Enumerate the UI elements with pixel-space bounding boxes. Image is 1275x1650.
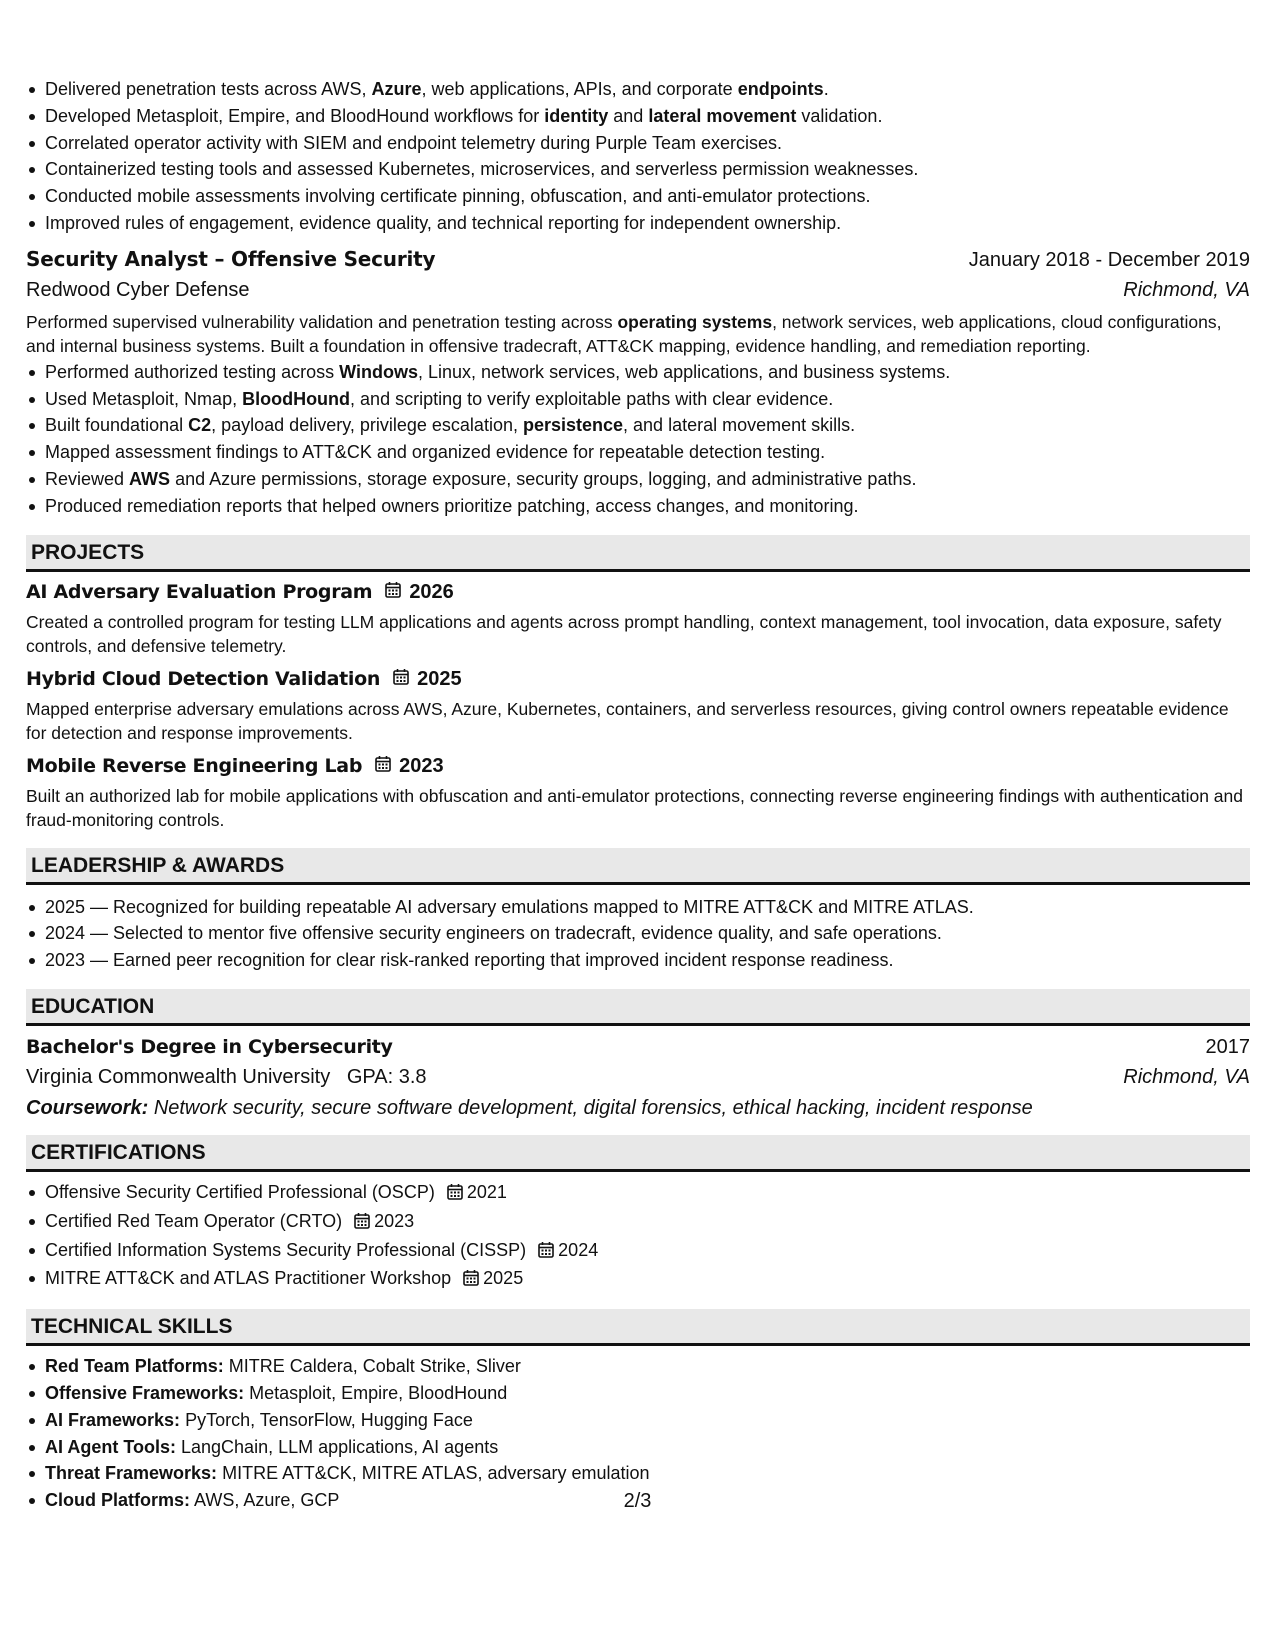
list-item <box>45 130 1250 157</box>
certification-name: Offensive Security Certified Professional (OSCP) <box>45 1181 435 1202</box>
skill-value: MITRE ATT&CK, MITRE ATLAS, adversary emulation <box>222 1463 650 1484</box>
project-title: Mobile Reverse Engineering Lab <box>26 754 363 777</box>
skill-value: MITRE Caldera, Cobalt Strike, Sliver <box>228 1356 521 1377</box>
list-item: 2024 — Selected to mentor five offensive security engineers on tradecraft, evidence quality, and safe operations. <box>45 920 1250 947</box>
list-item <box>45 439 1250 466</box>
list-item <box>45 466 1250 493</box>
emphasis-text: identity <box>544 105 609 126</box>
text-run: Improved rules of engagement, evidence quality, and technical reporting for independent ownership. <box>45 212 842 233</box>
list-item <box>45 493 1250 520</box>
skill-label: AI Frameworks: <box>45 1409 181 1430</box>
project-title: Hybrid Cloud Detection Validation <box>26 667 381 690</box>
degree-title: Bachelor's Degree in Cybersecurity <box>26 1035 393 1058</box>
certification-name: MITRE ATT&CK and ATLAS Practitioner Workshop <box>45 1268 452 1289</box>
emphasis-text: Azure <box>371 79 422 99</box>
graduation-year: 2017 <box>1205 1035 1250 1058</box>
education-subheader <box>26 1066 1250 1089</box>
list-item <box>45 1265 1250 1294</box>
emphasis-text: persistence <box>522 415 624 436</box>
coursework-label: Coursework: <box>26 1096 149 1119</box>
text-run: and <box>608 105 649 126</box>
project-year: 2026 <box>409 580 454 603</box>
text-run: Correlated operator activity with SIEM and endpoint telemetry during Purple Team exercises. <box>45 132 783 153</box>
text-run: , and scripting to verify exploitable paths with clear evidence. <box>350 388 834 409</box>
page-number: 2/3 <box>623 1490 652 1512</box>
skill-value: LangChain, LLM applications, AI agents <box>181 1436 499 1457</box>
project-title: AI Adversary Evaluation Program <box>26 580 373 603</box>
section-heading-education: EDUCATION <box>26 989 1250 1026</box>
gpa: GPA: 3.8 <box>346 1065 427 1088</box>
list-item <box>45 156 1250 183</box>
skill-label: Red Team Platforms: <box>45 1356 224 1377</box>
calendar-icon <box>463 1267 479 1294</box>
calendar-icon <box>385 581 401 604</box>
certification-name: Certified Red Team Operator (CRTO) <box>45 1210 343 1231</box>
skill-label: Offensive Frameworks: <box>45 1382 245 1403</box>
project-item <box>26 755 1250 833</box>
role-title: Security Analyst – Offensive Security <box>26 246 436 271</box>
list-item <box>45 1407 1250 1434</box>
emphasis-text: lateral movement <box>648 105 797 126</box>
text-run: Reviewed <box>45 468 130 489</box>
text-run: Developed Metasploit, Empire, and BloodHound workflows for <box>45 105 545 126</box>
list-item <box>45 386 1250 413</box>
leadership-list <box>26 894 1250 974</box>
emphasis-text: BloodHound <box>242 388 351 409</box>
role-company: Redwood Cyber Defense <box>26 278 250 301</box>
emphasis-text: C2 <box>188 415 212 436</box>
text-run: , network services, web applications, cloud configurations, and internal business systems. Built a foundation in offensive tradecraft, ATT&CK mapping, evidence handling, and remediation reporting. <box>26 311 1222 357</box>
section-heading-skills: TECHNICAL SKILLS <box>26 1309 1250 1346</box>
text-run: Performed supervised vulnerability validation and penetration testing across <box>26 311 618 332</box>
skill-label: Cloud Platforms: <box>45 1490 191 1511</box>
text-run: , web applications, APIs, and corporate <box>421 79 738 99</box>
calendar-icon <box>393 668 409 691</box>
text-run: Containerized testing tools and assessed Kubernetes, microservices, and serverless permission weaknesses. <box>45 159 919 180</box>
list-item <box>45 359 1250 386</box>
education-header <box>26 1036 1250 1059</box>
role-header <box>26 247 1250 272</box>
text-run: Performed authorized testing across <box>45 361 340 382</box>
role-location: Richmond, VA <box>1123 278 1250 301</box>
list-item: 2025 — Recognized for building repeatable AI adversary emulations mapped to MITRE ATT&CK and MITRE ATLAS. <box>45 894 1250 921</box>
skill-value: AWS, Azure, GCP <box>194 1490 340 1511</box>
list-item <box>45 412 1250 439</box>
list-item <box>45 210 1250 237</box>
certification-name: Certified Information Systems Security Professional (CISSP) <box>45 1239 527 1260</box>
emphasis-text: Windows <box>339 361 418 382</box>
project-description: Mapped enterprise adversary emulations across AWS, Azure, Kubernetes, containers, and serverless resources, giving control owners repeatable evidence for detection and response improvements. <box>26 698 1229 744</box>
certification-year: 2021 <box>466 1181 507 1202</box>
project-description: Created a controlled program for testing LLM applications and agents across prompt handling, context management, tool invocation, data exposure, safety controls, and defensive telemetry. <box>26 611 1222 657</box>
coursework-list: Network security, secure software development, digital forensics, ethical hacking, incident response <box>153 1096 1033 1119</box>
project-description: Built an authorized lab for mobile applications with obfuscation and anti-emulator protections, connecting reverse engineering findings with authentication and fraud-monitoring controls. <box>26 785 1243 831</box>
section-heading-projects: PROJECTS <box>26 535 1250 572</box>
list-item <box>45 1208 1250 1237</box>
certification-year: 2025 <box>483 1268 524 1289</box>
role-bullets <box>26 359 1250 520</box>
skill-label: AI Agent Tools: <box>45 1436 176 1457</box>
prev-role-bullets <box>26 76 1250 237</box>
role-summary <box>26 310 1250 359</box>
text-run: Mapped assessment findings to ATT&CK and organized evidence for repeatable detection testing. <box>45 442 826 463</box>
certifications-list <box>26 1179 1250 1294</box>
certification-year: 2023 <box>374 1210 415 1231</box>
text-run: , and lateral movement skills. <box>623 415 856 436</box>
list-item <box>45 76 1250 103</box>
list-item <box>45 1460 1250 1487</box>
project-year: 2023 <box>399 754 444 777</box>
resume-page <box>26 76 1250 1514</box>
text-run: . <box>823 79 829 99</box>
text-run: validation. <box>796 105 883 126</box>
text-run: Built foundational <box>45 415 189 436</box>
section-heading-certifications: CERTIFICATIONS <box>26 1135 1250 1172</box>
project-item <box>26 668 1250 746</box>
text-run: , payload delivery, privilege escalation, <box>211 415 523 436</box>
list-item: 2023 — Earned peer recognition for clear risk-ranked reporting that improved incident response readiness. <box>45 947 1250 974</box>
calendar-icon <box>375 755 391 778</box>
skill-value: Metasploit, Empire, BloodHound <box>249 1382 508 1403</box>
list-item <box>45 1237 1250 1266</box>
skill-label: Threat Frameworks: <box>45 1463 218 1484</box>
emphasis-text: endpoints <box>737 79 824 99</box>
emphasis-text: AWS <box>129 468 171 489</box>
text-run: and Azure permissions, storage exposure, security groups, logging, and administrative paths. <box>170 468 917 489</box>
role-subheader <box>26 279 1250 302</box>
emphasis-text: operating systems <box>617 311 773 332</box>
calendar-icon <box>354 1210 370 1237</box>
text-run: Used Metasploit, Nmap, <box>45 388 243 409</box>
coursework <box>26 1097 1250 1120</box>
text-run: Delivered penetration tests across AWS, <box>45 79 372 99</box>
list-item <box>45 1434 1250 1461</box>
role-dates: January 2018 - December 2019 <box>968 248 1250 271</box>
list-item <box>45 1380 1250 1407</box>
text-run: Produced remediation reports that helped owners prioritize patching, access changes, and monitoring. <box>45 495 859 516</box>
project-item <box>26 581 1250 659</box>
list-item <box>45 103 1250 130</box>
project-year: 2025 <box>417 667 462 690</box>
certification-year: 2024 <box>558 1239 599 1260</box>
skill-value: PyTorch, TensorFlow, Hugging Face <box>185 1409 473 1430</box>
list-item <box>45 183 1250 210</box>
list-item <box>45 1353 1250 1380</box>
calendar-icon <box>447 1181 463 1208</box>
school-location: Richmond, VA <box>1123 1065 1250 1088</box>
section-heading-leadership: LEADERSHIP & AWARDS <box>26 848 1250 885</box>
list-item <box>45 1179 1250 1208</box>
school-name: Virginia Commonwealth University <box>26 1065 331 1088</box>
calendar-icon <box>538 1239 554 1266</box>
text-run: , Linux, network services, web applications, and business systems. <box>418 361 951 382</box>
text-run: Conducted mobile assessments involving certificate pinning, obfuscation, and anti-emulator protections. <box>45 186 871 207</box>
